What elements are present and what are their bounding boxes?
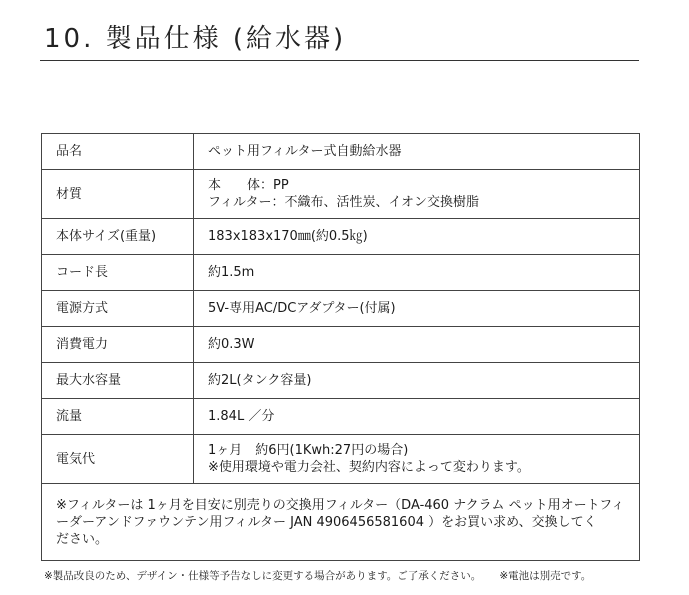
table-row <box>42 435 640 484</box>
table-row <box>42 170 640 219</box>
spec-label: 最大水容量 <box>42 363 194 399</box>
spec-value: 5V-専用AC/DCアダプター(付属) <box>194 291 640 327</box>
battery-note: ※電池は別売です。 <box>499 570 592 582</box>
spec-value: 183x183x170㎜(約0.5㎏) <box>194 219 640 255</box>
spec-value: 約1.5m <box>194 255 640 291</box>
spec-label: コード長 <box>42 255 194 291</box>
title-divider <box>40 60 639 61</box>
table-row <box>42 291 640 327</box>
spec-label: 電気代 <box>42 435 194 484</box>
spec-label: 本体サイズ(重量) <box>42 219 194 255</box>
footnote-text: ※製品改良のため、デザイン・仕様等予告なしに変更する場合があります。ご了承ください。 <box>44 570 482 582</box>
spec-label: 品名 <box>42 134 194 170</box>
table-row <box>42 219 640 255</box>
spec-value: 1ヶ月 約6円(1Kwh:27円の場合) ※使用環境や電力会社、契約内容によって変わります。 <box>194 435 640 484</box>
spec-label: 流量 <box>42 399 194 435</box>
table-row <box>42 255 640 291</box>
spec-label: 電源方式 <box>42 291 194 327</box>
filter-note: ※フィルターは 1ヶ月を目安に別売りの交換用フィルター（DA-460 ナクラム ペット用オートフィ ーダーアンドファウンテン用フィルター JAN 4906456581604 ）をお買い求め、交換してく ださい。 <box>42 484 640 561</box>
note-row <box>42 484 640 561</box>
spec-label: 材質 <box>42 170 194 219</box>
spec-value: 1.84L ／分 <box>194 399 640 435</box>
table-row <box>42 327 640 363</box>
footnote <box>44 568 644 583</box>
spec-value: 約2L(タンク容量) <box>194 363 640 399</box>
table-row <box>42 134 640 170</box>
spec-value: ペット用フィルター式自動給水器 <box>194 134 640 170</box>
spec-table <box>41 133 640 561</box>
table-row <box>42 363 640 399</box>
spec-label: 消費電力 <box>42 327 194 363</box>
page-title: 10. 製品仕様 (給水器) <box>44 24 347 54</box>
spec-value: 本 体：PP フィルター：不織布、活性炭、イオン交換樹脂 <box>194 170 640 219</box>
table-row <box>42 399 640 435</box>
spec-value: 約0.3W <box>194 327 640 363</box>
